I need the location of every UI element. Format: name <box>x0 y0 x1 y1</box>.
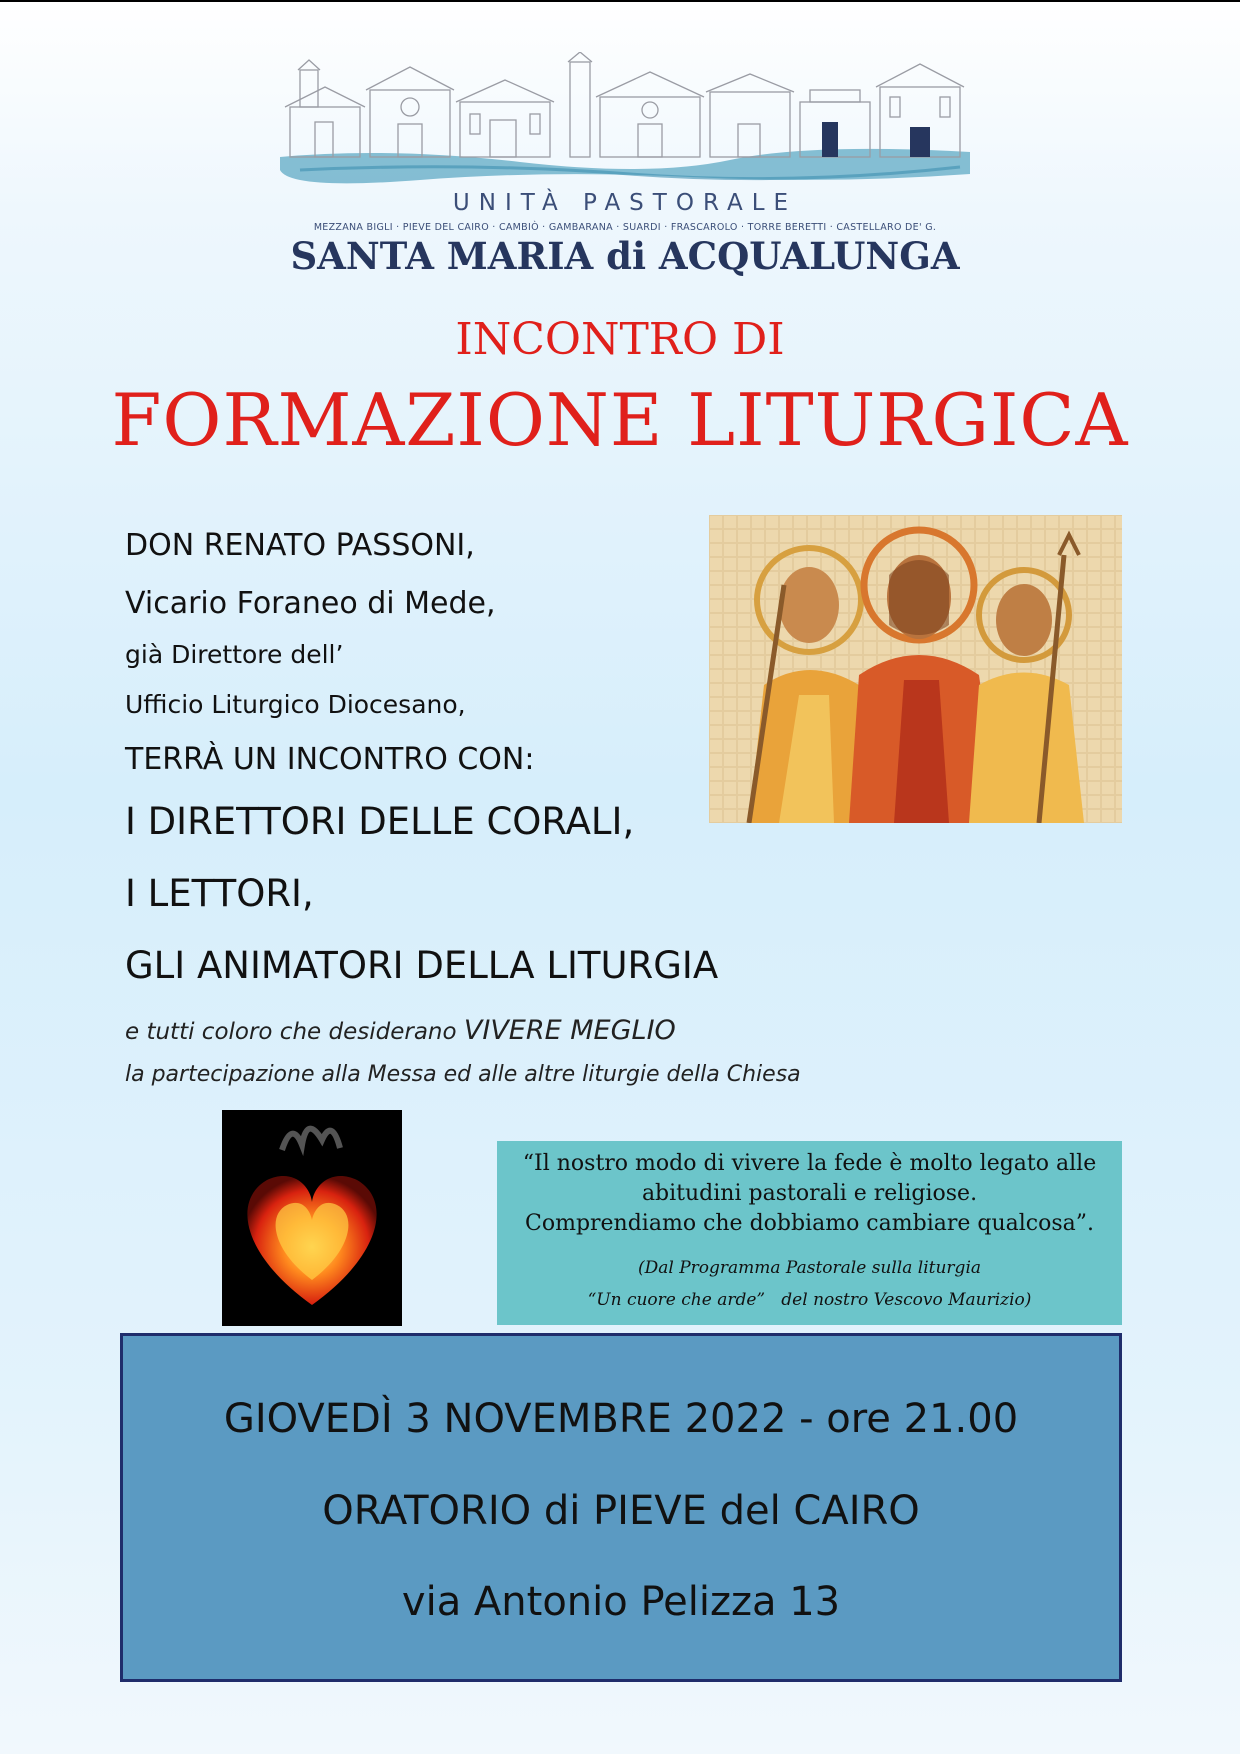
quote-text-line: “Il nostro modo di vivere la fede è molto legato alle <box>522 1151 1097 1176</box>
audience-list <box>125 800 718 1016</box>
quote-box <box>497 1141 1122 1325</box>
audience-item: I LETTORI, <box>125 872 314 915</box>
event-date-time: GIOVEDÌ 3 NOVEMBRE 2022 - ore 21.00 <box>223 1396 1019 1442</box>
audience-item: I DIRETTORI DELLE CORALI, <box>125 800 635 843</box>
invitation-line-2: la partecipazione alla Messa ed alle altre liturgie della Chiesa <box>125 1062 801 1087</box>
quote-text <box>497 1141 1122 1239</box>
title-line-incontro: INCONTRO DI <box>455 314 785 365</box>
audience-item: GLI ANIMATORI DELLA LITURGIA <box>125 944 719 987</box>
event-place: ORATORIO di PIEVE del CAIRO <box>322 1488 920 1534</box>
invitation-line-1 <box>125 1015 801 1062</box>
quote-source-line: “Un cuore che arde” del nostro Vescovo Maurizio) <box>587 1290 1032 1310</box>
unita-pastorale-logo <box>270 52 980 282</box>
logo-parishes-list: MEZZANA BIGLI · PIEVE DEL CAIRO · CAMBIÒ · GAMBARANA · SUARDI · FRASCAROLO · TORRE BERETTI · CASTELLARO DE' G. <box>313 222 937 233</box>
churches-skyline-illustration <box>270 52 980 192</box>
speaker-meeting-intro: TERRÀ UN INCONTRO CON: <box>125 742 535 777</box>
invitation-emphasis: VIVERE MEGLIO <box>463 1015 676 1046</box>
event-address: via Antonio Pelizza 13 <box>401 1579 841 1625</box>
quote-text-line: abitudini pastorali e religiose. <box>641 1181 978 1206</box>
invitation-prefix: e tutti coloro che desiderano <box>125 1019 464 1045</box>
invitation-text <box>125 1015 801 1087</box>
speaker-office: Ufficio Liturgico Diocesano, <box>125 690 466 719</box>
speaker-name: DON RENATO PASSONI, <box>125 528 475 563</box>
mosaic-image <box>709 515 1122 823</box>
speaker-block <box>125 528 534 777</box>
event-details-box <box>120 1333 1122 1682</box>
burning-heart-image <box>222 1110 402 1326</box>
speaker-role: Vicario Foraneo di Mede, <box>125 586 496 621</box>
logo-parish-name: SANTA MARIA di ACQUALUNGA <box>290 234 960 278</box>
speaker-former-role: già Direttore dell’ <box>125 640 344 669</box>
top-border-line <box>0 0 1240 2</box>
quote-text-line: Comprendiamo che dobbiamo cambiare qualcosa”. <box>525 1211 1094 1236</box>
title-line-formazione: FORMAZIONE LITURGICA <box>111 378 1129 462</box>
quote-source <box>497 1251 1122 1315</box>
logo-unita-pastorale-label: UNITÀ PASTORALE <box>452 190 798 216</box>
quote-source-line: (Dal Programma Pastorale sulla liturgia <box>637 1258 982 1278</box>
